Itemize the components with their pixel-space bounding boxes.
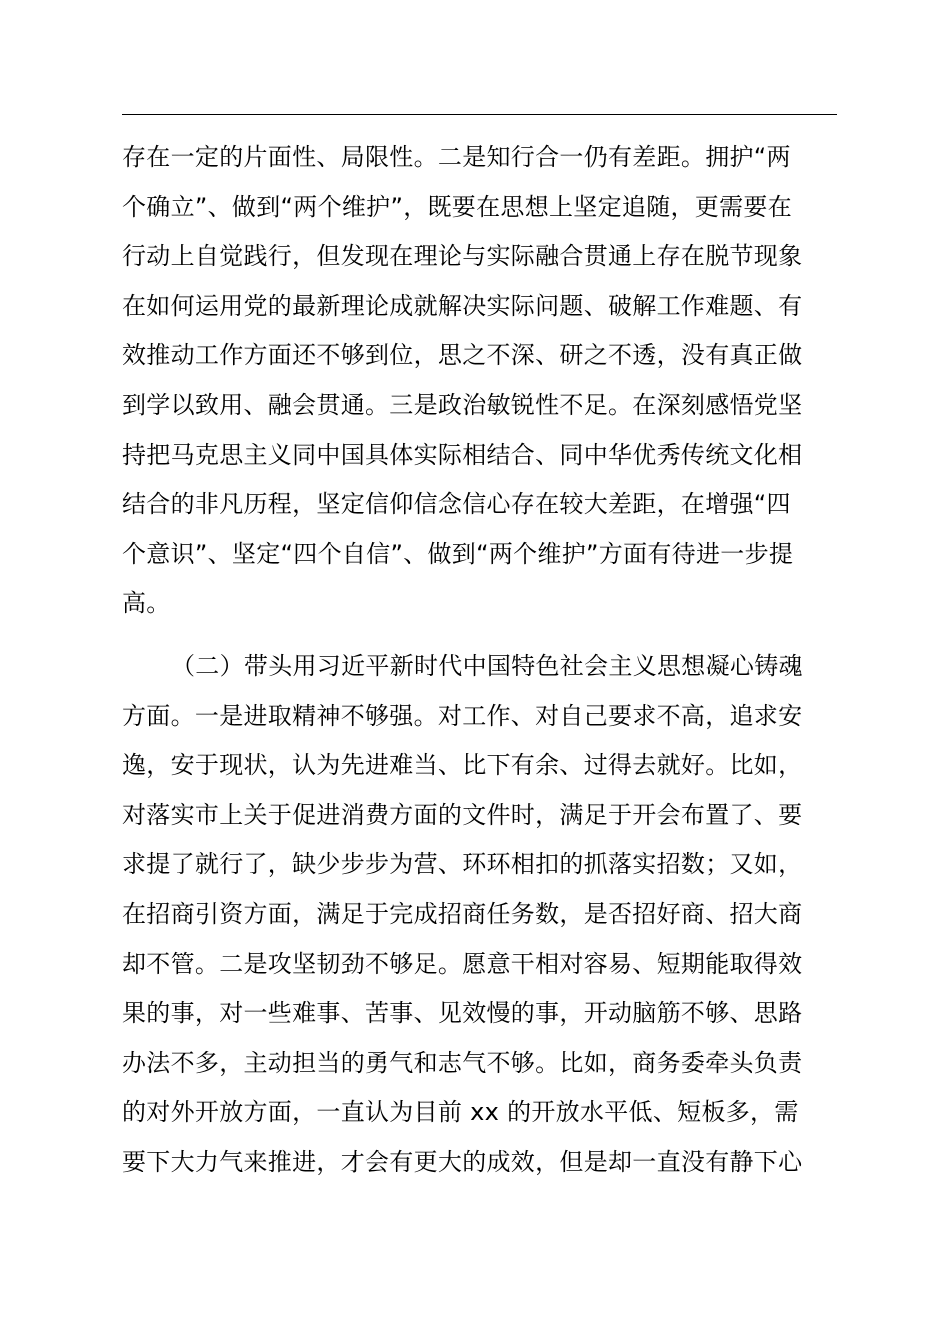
text-line: 到学以致用、融会贯通。三是政治敏锐性不足。在深刻感悟党坚 xyxy=(122,390,803,419)
text-line: 果的事，对一些难事、苦事、见效慢的事，开动脑筋不够、思路 xyxy=(122,999,803,1028)
text-line: 办法不多，主动担当的勇气和志气不够。比如，商务委牵头负责 xyxy=(122,1048,803,1077)
paragraph-2 xyxy=(122,642,842,1188)
paragraph-1 xyxy=(122,133,842,629)
text-line: 持把马克思主义同中国具体实际相结合、同中华优秀传统文化相 xyxy=(122,440,803,469)
text-line: 高。 xyxy=(122,589,171,618)
text-line: 对落实市上关于促进消费方面的文件时，满足于开会布置了、要 xyxy=(122,800,803,829)
text-line: 却不管。二是攻坚韧劲不够足。愿意干相对容易、短期能取得效 xyxy=(122,949,803,978)
header-rule xyxy=(122,114,837,115)
text-line: 效推动工作方面还不够到位，思之不深、研之不透，没有真正做 xyxy=(122,341,803,370)
text-line: 结合的非凡历程，坚定信仰信念信心存在较大差距，在增强“四 xyxy=(122,490,791,519)
section-heading-line: （二）带头用习近平新时代中国特色社会主义思想凝心铸魂 xyxy=(171,652,803,680)
text-line: 要下大力气来推进，才会有更大的成效，但是却一直没有静下心 xyxy=(122,1147,803,1176)
text-line: 求提了就行了，缺少步步为营、环环相扣的抓落实招数；又如， xyxy=(122,850,803,879)
text-line: 个确立”、做到“两个维护”，既要在思想上坚定追随，更需要在 xyxy=(122,192,792,221)
text-line: 的对外开放方面，一直认为目前 xx 的开放水平低、短板多，需 xyxy=(122,1098,799,1127)
text-line: 个意识”、坚定“四个自信”、做到“两个维护”方面有待进一步提 xyxy=(122,539,794,568)
text-line: 存在一定的片面性、局限性。二是知行合一仍有差距。拥护“两 xyxy=(122,143,791,171)
text-line: 行动上自觉践行，但发现在理论与实际融合贯通上存在脱节现象 xyxy=(122,242,803,271)
text-line: 在招商引资方面，满足于完成招商任务数，是否招好商、招大商 xyxy=(122,899,803,928)
text-line: 逸，安于现状，认为先进难当、比下有余、过得去就好。比如， xyxy=(122,751,803,780)
text-line: 在如何运用党的最新理论成就解决实际问题、破解工作难题、有 xyxy=(122,291,803,320)
text-line: 方面。一是进取精神不够强。对工作、对自己要求不高，追求安 xyxy=(122,701,803,730)
